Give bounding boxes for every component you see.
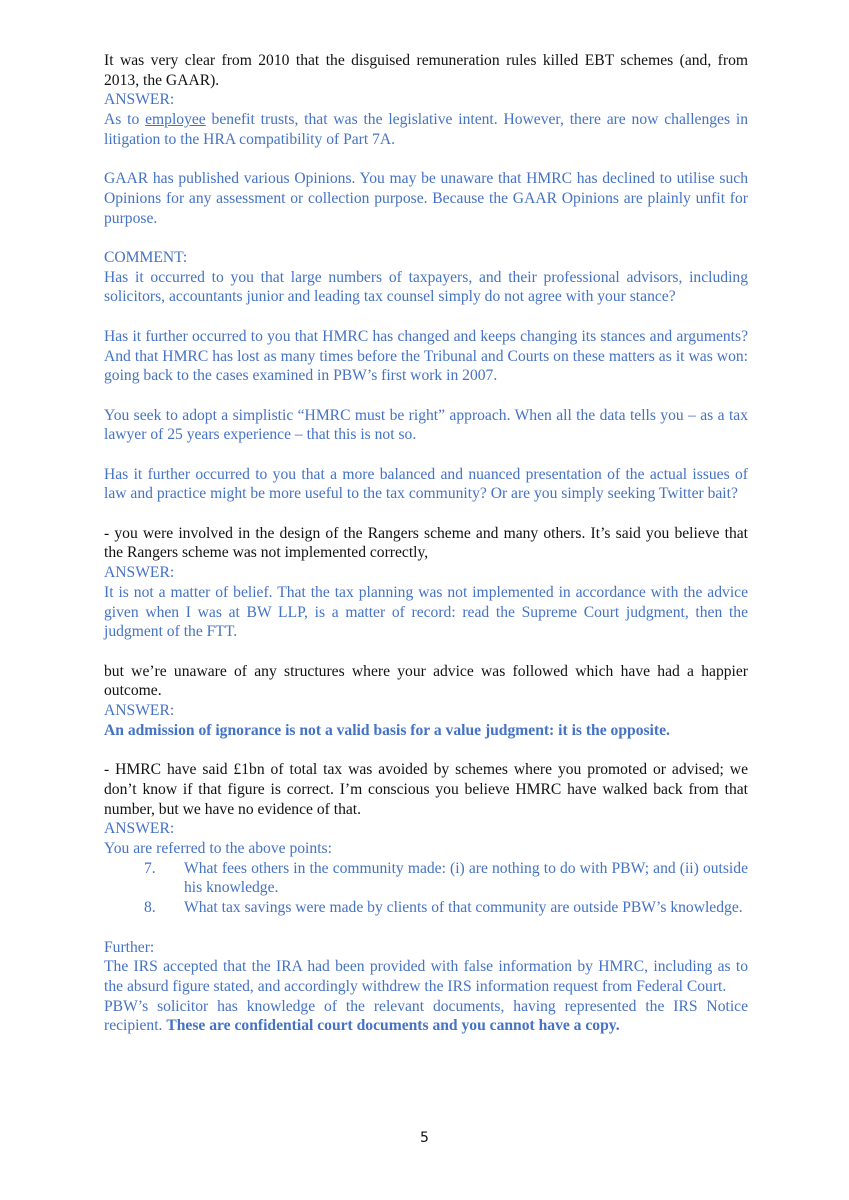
comment-label: COMMENT: [104, 249, 188, 266]
numbered-list [104, 859, 748, 918]
answer-paragraph: It is not a matter of belief. That the tax planning was not implemented in accordance with the advice given when I was at BW LLP, is a matter of record: read the Supreme Court judgment, then the judgment of the FTT. [104, 583, 748, 641]
underlined-word: employee [145, 111, 206, 129]
answer-text: As to [104, 111, 146, 129]
comment-paragraph: Has it further occurred to you that HMRC has changed and keeps changing its stances and arguments? And that HMRC has lost as many times before the Tribunal and Courts on these matters as it was won: going back to the cases examined in PBW’s first work in 2007. [104, 327, 748, 385]
list-item-number: 8. [144, 899, 156, 917]
list-item-number: 7. [144, 859, 156, 877]
answer-label: ANSWER: [104, 820, 175, 838]
answer-paragraph: You are referred to the above points: [104, 840, 332, 857]
comment-paragraph: You seek to adopt a simplistic “HMRC must be right” approach. When all the data tells you – as a tax lawyer of 25 years experience – that this is not so. [104, 406, 748, 444]
answer-label: ANSWER: [104, 564, 175, 582]
further-label: Further: [104, 938, 155, 956]
question-paragraph: It was very clear from 2010 that the disguised remuneration rules killed EBT schemes (and, from 2013, the GAAR). [104, 52, 748, 89]
answer-paragraph [104, 997, 748, 1036]
answer-label: ANSWER: [104, 91, 175, 109]
page-body [104, 51, 748, 1036]
comment-paragraph: Has it further occurred to you that a more balanced and nuanced presentation of the actual issues of law and practice might be more useful to the tax community? Or are you simply seeking Twitter bait? [104, 465, 748, 503]
answer-label: ANSWER: [104, 702, 175, 720]
answer-paragraph [104, 110, 748, 149]
list-item-text: What fees others in the community made: (i) are nothing to do with PBW; and (ii) outside his knowledge. [184, 859, 748, 897]
list-item-text: What tax savings were made by clients of that community are outside PBW’s knowledge. [184, 899, 743, 917]
bold-statement: These are confidential court documents and you cannot have a copy. [166, 1017, 620, 1035]
comment-paragraph: Has it occurred to you that large numbers of taxpayers, and their professional advisors, including solicitors, accountants junior and leading tax counsel simply do not agree with your stance? [104, 268, 748, 306]
question-paragraph: - HMRC have said £1bn of total tax was avoided by schemes where you promoted or advised; we don’t know if that figure is correct. I’m conscious you believe HMRC have walked back from that number, but we have no evidence of that. [104, 761, 748, 818]
page-number: 5 [420, 1130, 429, 1146]
answer-text: benefit trusts, that was the legislative intent. However, there are now challenges in litigation to the HRA compatibility of Part 7A. [104, 111, 748, 148]
answer-paragraph: GAAR has published various Opinions. You may be unaware that HMRC has declined to utilise such Opinions for any assessment or collection purpose. Because the GAAR Opinions are plainly unfit for purpose. [104, 170, 748, 227]
question-paragraph: - you were involved in the design of the Rangers scheme and many others. It’s said you believe that the Rangers scheme was not implemented correctly, [104, 524, 748, 562]
list-item [104, 898, 748, 918]
answer-paragraph-bold: An admission of ignorance is not a valid basis for a value judgment: it is the opposite. [104, 721, 670, 739]
list-item [104, 859, 748, 898]
question-paragraph: but we’re unaware of any structures where your advice was followed which have had a happier outcome. [104, 662, 748, 700]
answer-text: PBW’s solicitor has knowledge of the relevant documents, having represented the IRS Notice recipient. [104, 997, 748, 1035]
answer-paragraph: The IRS accepted that the IRA had been provided with false information by HMRC, including as to the absurd figure stated, and accordingly withdrew the IRS information request from Federal Court. [104, 958, 748, 995]
